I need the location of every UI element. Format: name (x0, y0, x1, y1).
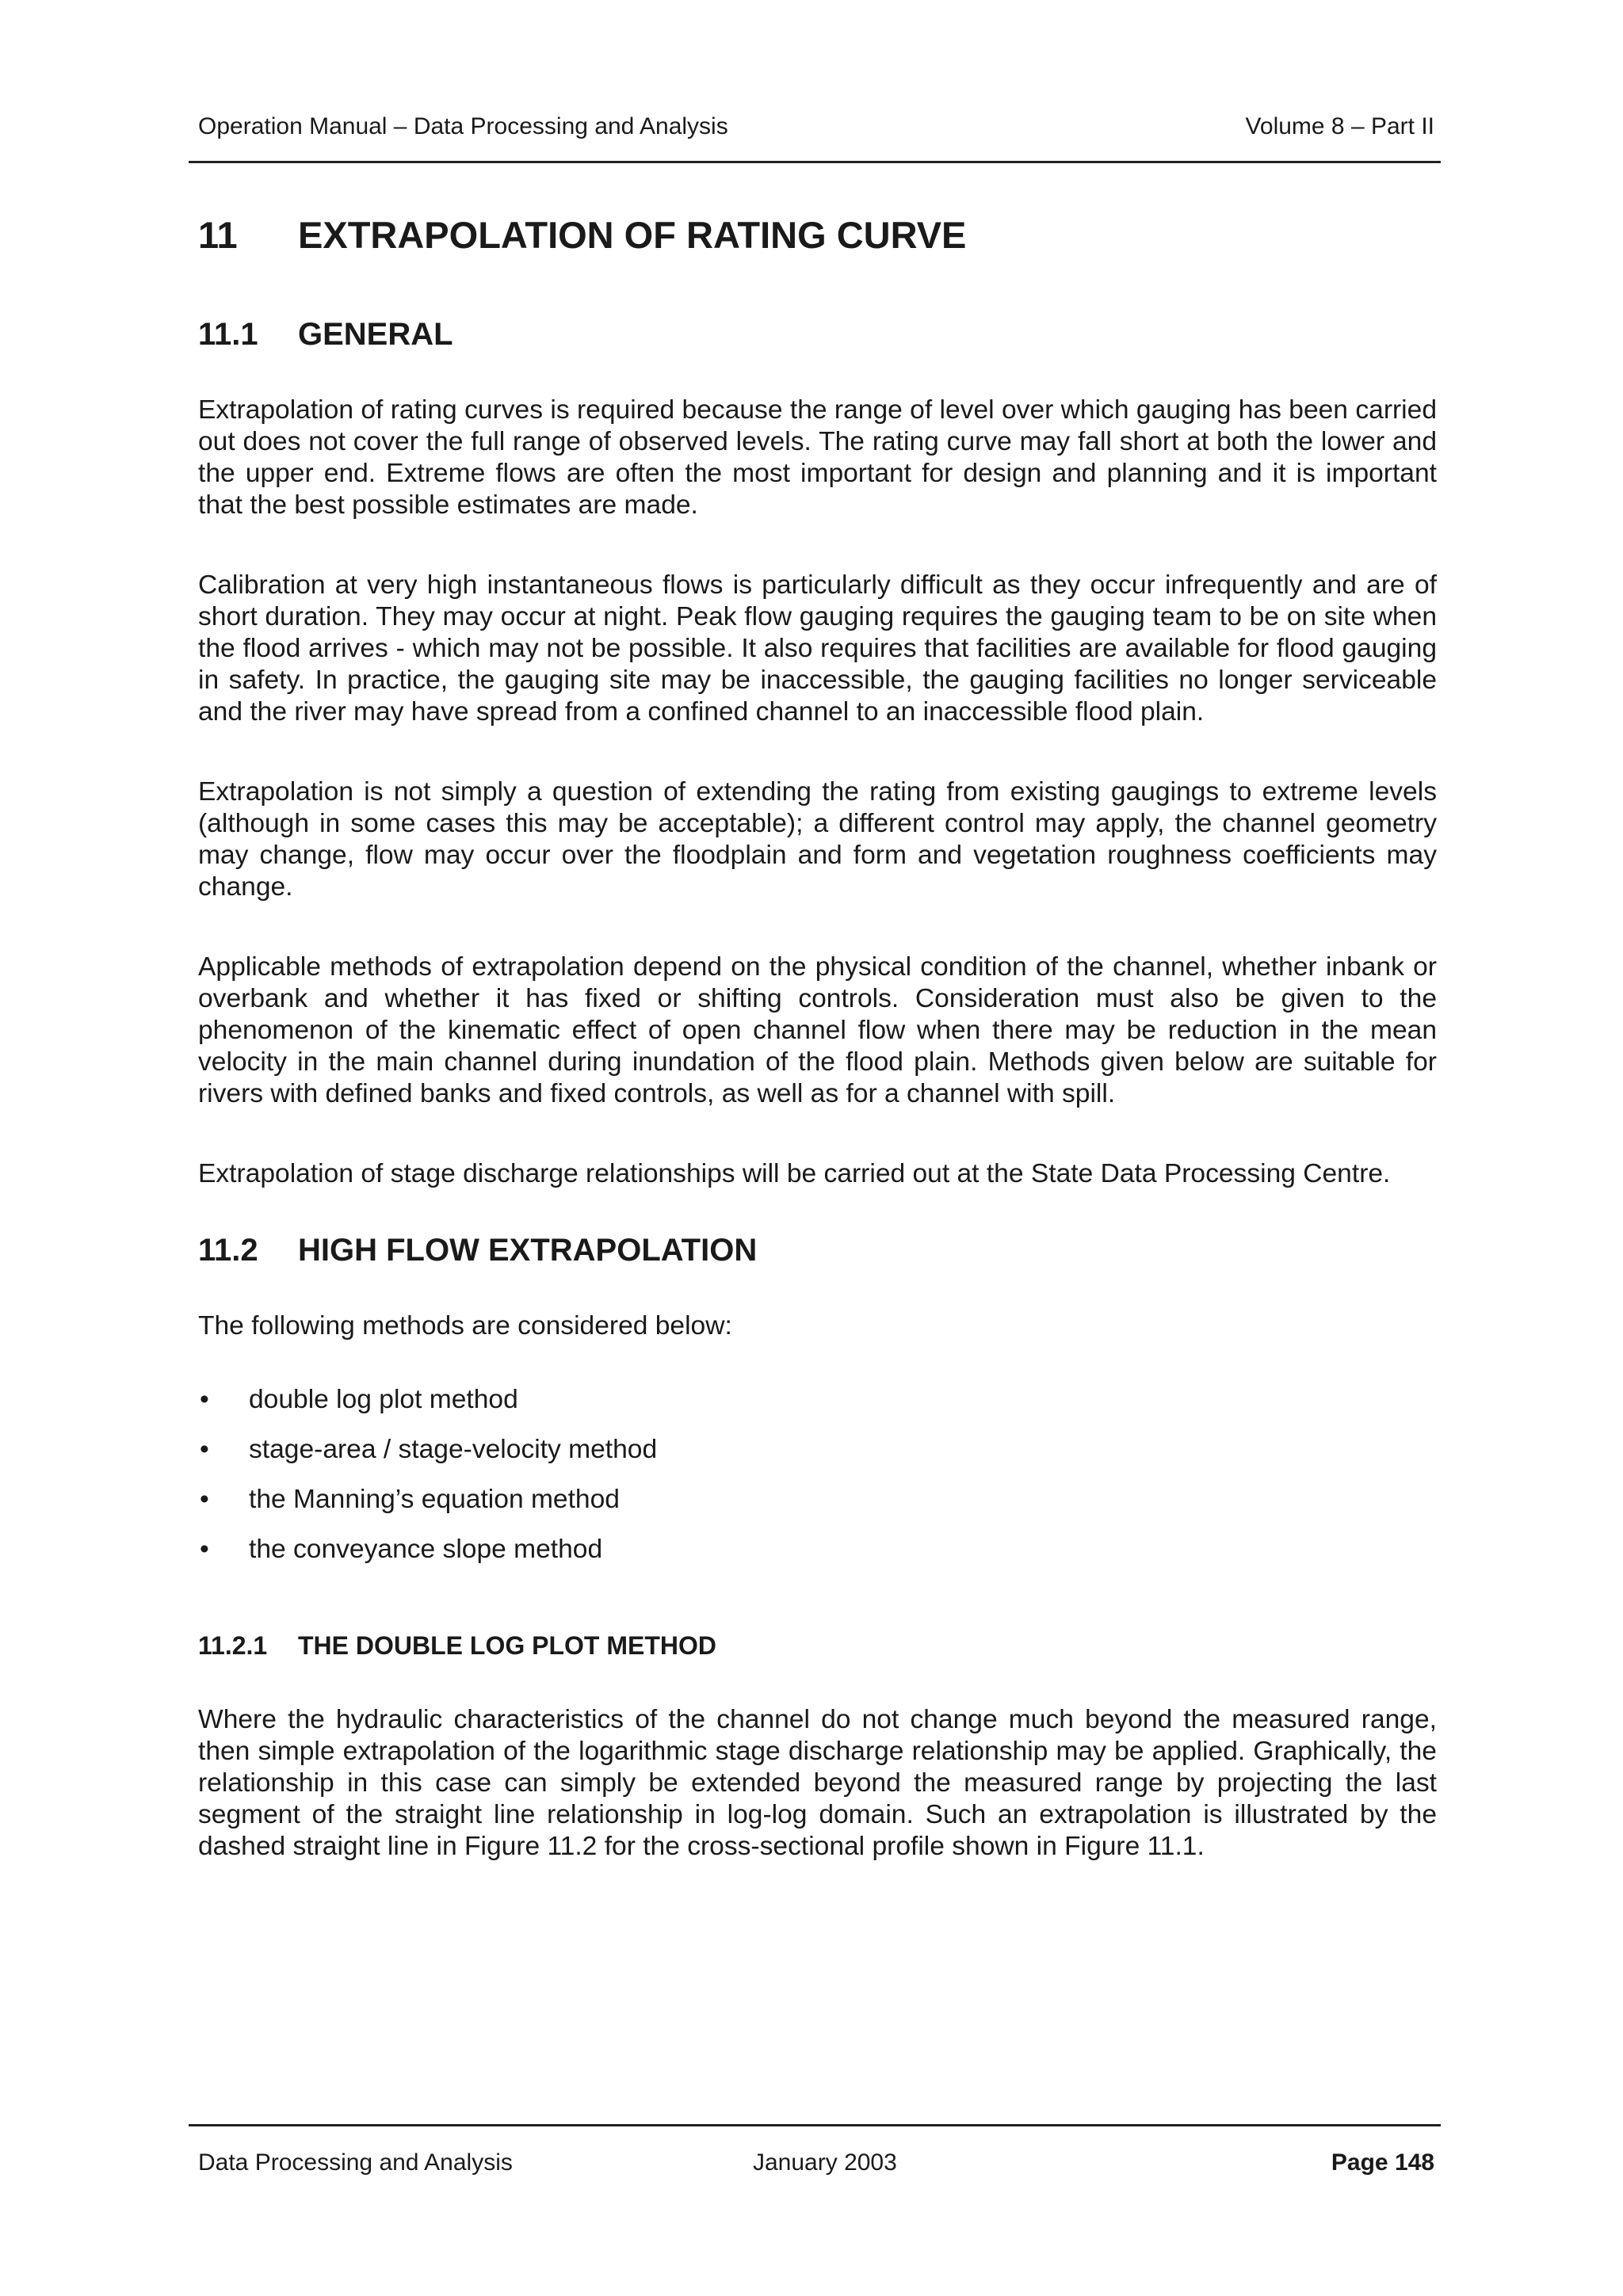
paragraph: Extrapolation of rating curves is required because the range of level over which gauging has been carried out does not cover the full range of observed levels. The rating curve may fall short at both the lower and the upper end. Extreme flows are often the most important for design and planning and it is important that the best possible estimates are made. (198, 395, 1437, 520)
subsection-number: 11.2.1 (198, 1631, 268, 1660)
paragraph: Extrapolation is not simply a question of extending the rating from existing gaugings to extreme levels (although in some cases this may be acceptable); a different control may apply, the channel geometry may change, flow may occur over the floodplain and form and vegetation roughness coefficients may change. (198, 777, 1437, 902)
section-number: 11.1 (198, 317, 258, 352)
subsection-heading-double-log (198, 1628, 1437, 1663)
section-heading-high-flow (198, 1226, 1437, 1274)
list-item (198, 1384, 1437, 1416)
list-item (198, 1434, 1437, 1466)
list-item-text: stage-area / stage-velocity method (249, 1435, 658, 1464)
footer-divider (189, 2124, 1441, 2126)
chapter-number: 11 (198, 214, 238, 256)
list-item-text: double log plot method (249, 1385, 518, 1414)
list-item-text: the Manning’s equation method (249, 1485, 620, 1514)
methods-list (198, 1384, 1437, 1566)
section-title: HIGH FLOW EXTRAPOLATION (298, 1233, 758, 1268)
main-content (198, 208, 1437, 1911)
bullet-icon: • (200, 1385, 209, 1414)
bullet-icon: • (200, 1485, 209, 1514)
section-heading-general (198, 311, 1437, 358)
paragraph: Calibration at very high instantaneous flows is particularly difficult as they occur infrequently and are of short duration. They may occur at night. Peak flow gauging requires the gauging team to be on site when the flood arrives - which may not be possible. It also requires that facilities are available for flood gauging in safety. In practice, the gauging site may be inaccessible, the gauging facilities no longer serviceable and the river may have spread from a confined channel to an inaccessible flood plain. (198, 570, 1437, 727)
paragraph: Applicable methods of extrapolation depend on the physical condition of the channel, whether inbank or overbank and whether it has fixed or shifting controls. Consideration must also be given to the phenomenon of the kinematic effect of open channel flow when there may be reduction in the mean velocity in the main channel during inundation of the flood plain. Methods given below are suitable for rivers with defined banks and fixed controls, as well as for a channel with spill. (198, 952, 1437, 1108)
footer-date: January 2003 (753, 2149, 897, 2176)
list-item (198, 1534, 1437, 1566)
paragraph: Where the hydraulic characteristics of the channel do not change much beyond the measured range, then simple extrapolation of the logarithmic stage discharge relationship may be applied. Graphically, the relationship in this case can simply be extended beyond the measured range by projecting the last segment of the straight line relationship in log-log domain. Such an extrapolation is illustrated by the dashed straight line in Figure 11.2 for the cross-sectional profile shown in Figure 11.1. (198, 1705, 1437, 1861)
footer-page-number: Page 148 (1331, 2149, 1434, 2176)
bullet-icon: • (200, 1435, 209, 1464)
chapter-heading (198, 208, 1437, 263)
page-header (198, 111, 1434, 143)
subsection-title: THE DOUBLE LOG PLOT METHOD (298, 1631, 716, 1660)
section-number: 11.2 (198, 1233, 258, 1268)
bullet-icon: • (200, 1535, 209, 1564)
list-item (198, 1484, 1437, 1516)
list-item-text: the conveyance slope method (249, 1535, 603, 1564)
header-manual-title: Operation Manual – Data Processing and Analysis (198, 113, 728, 139)
header-divider (189, 161, 1441, 163)
chapter-title: EXTRAPOLATION OF RATING CURVE (298, 214, 967, 256)
section-title: GENERAL (298, 317, 453, 352)
footer-document-title: Data Processing and Analysis (198, 2149, 513, 2176)
methods-intro: The following methods are considered below: (198, 1311, 732, 1341)
header-volume: Volume 8 – Part II (1245, 113, 1434, 139)
paragraph: Extrapolation of stage discharge relationships will be carried out at the State Data Processing Centre. (198, 1159, 1391, 1188)
